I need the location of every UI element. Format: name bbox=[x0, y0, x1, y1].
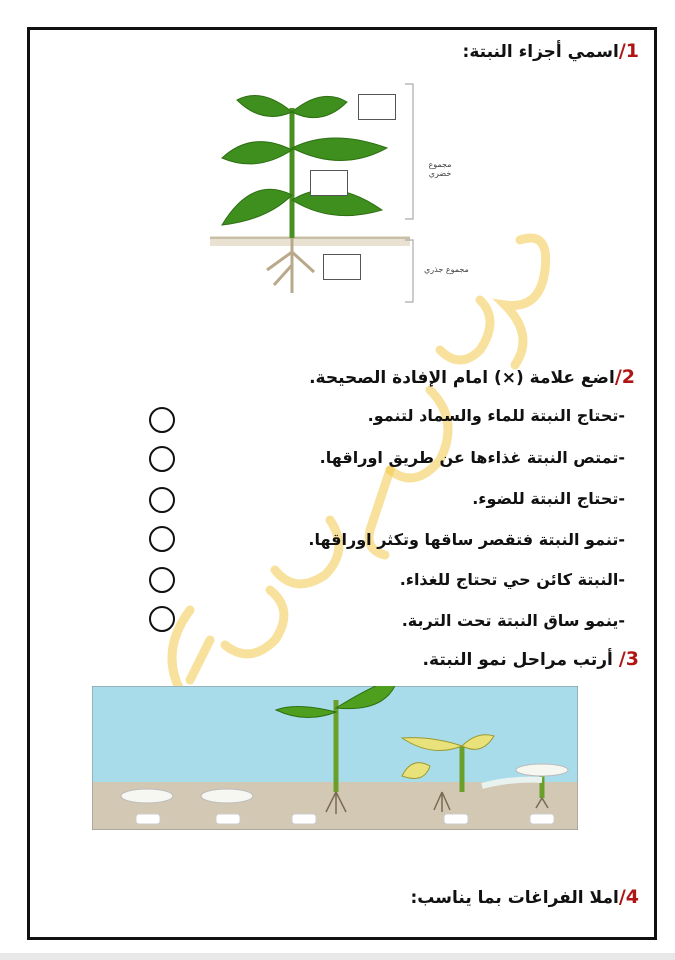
question-4-text: املا الفراغات بما يناسب: bbox=[410, 888, 619, 908]
answer-circle-6[interactable] bbox=[149, 606, 175, 632]
question-3-text: أرتب مراحل نمو النبتة. bbox=[422, 650, 619, 670]
statement-2: -تمتص النبتة غذاءها عن طريق اوراقها. bbox=[319, 448, 625, 467]
answer-circle-2[interactable] bbox=[149, 446, 175, 472]
statement-3: -تحتاج النبتة للضوء. bbox=[472, 489, 625, 508]
question-1-text: اسمي أجزاء النبتة: bbox=[462, 42, 619, 62]
question-2-number: 2/ bbox=[614, 366, 635, 388]
question-3-heading bbox=[423, 648, 639, 670]
question-1-number: 1/ bbox=[618, 40, 639, 62]
question-4-heading bbox=[410, 886, 639, 908]
answer-circle-5[interactable] bbox=[149, 567, 175, 593]
label-box-leaf[interactable] bbox=[358, 94, 396, 120]
question-3-number: 3/ bbox=[618, 648, 639, 670]
question-4-number: 4/ bbox=[618, 886, 639, 908]
label-box-stem[interactable] bbox=[310, 170, 348, 196]
statement-6: -ينمو ساق النبتة تحت التربة. bbox=[401, 611, 625, 630]
statement-4: -تنمو النبتة فتقصر ساقها وتكثر اوراقها. bbox=[308, 530, 625, 549]
label-shoot-system: مجموع خضري bbox=[428, 160, 452, 178]
answer-circle-4[interactable] bbox=[149, 526, 175, 552]
statement-1: -تحتاج النبتة للماء والسماد لتنمو. bbox=[367, 406, 625, 425]
label-root-system: مجموع جذري bbox=[424, 265, 469, 274]
question-2-heading bbox=[309, 366, 635, 388]
question-2-text: اضع علامة (×) امام الإفادة الصحيحة. bbox=[309, 368, 615, 388]
answer-circle-1[interactable] bbox=[149, 407, 175, 433]
question-1-heading bbox=[463, 40, 639, 62]
answer-circle-3[interactable] bbox=[149, 487, 175, 513]
statement-5: -النبتة كائن حي تحتاج للغذاء. bbox=[399, 570, 625, 589]
growth-stages-image bbox=[92, 686, 578, 830]
page-bottom-edge bbox=[0, 953, 675, 960]
label-box-root[interactable] bbox=[323, 254, 361, 280]
